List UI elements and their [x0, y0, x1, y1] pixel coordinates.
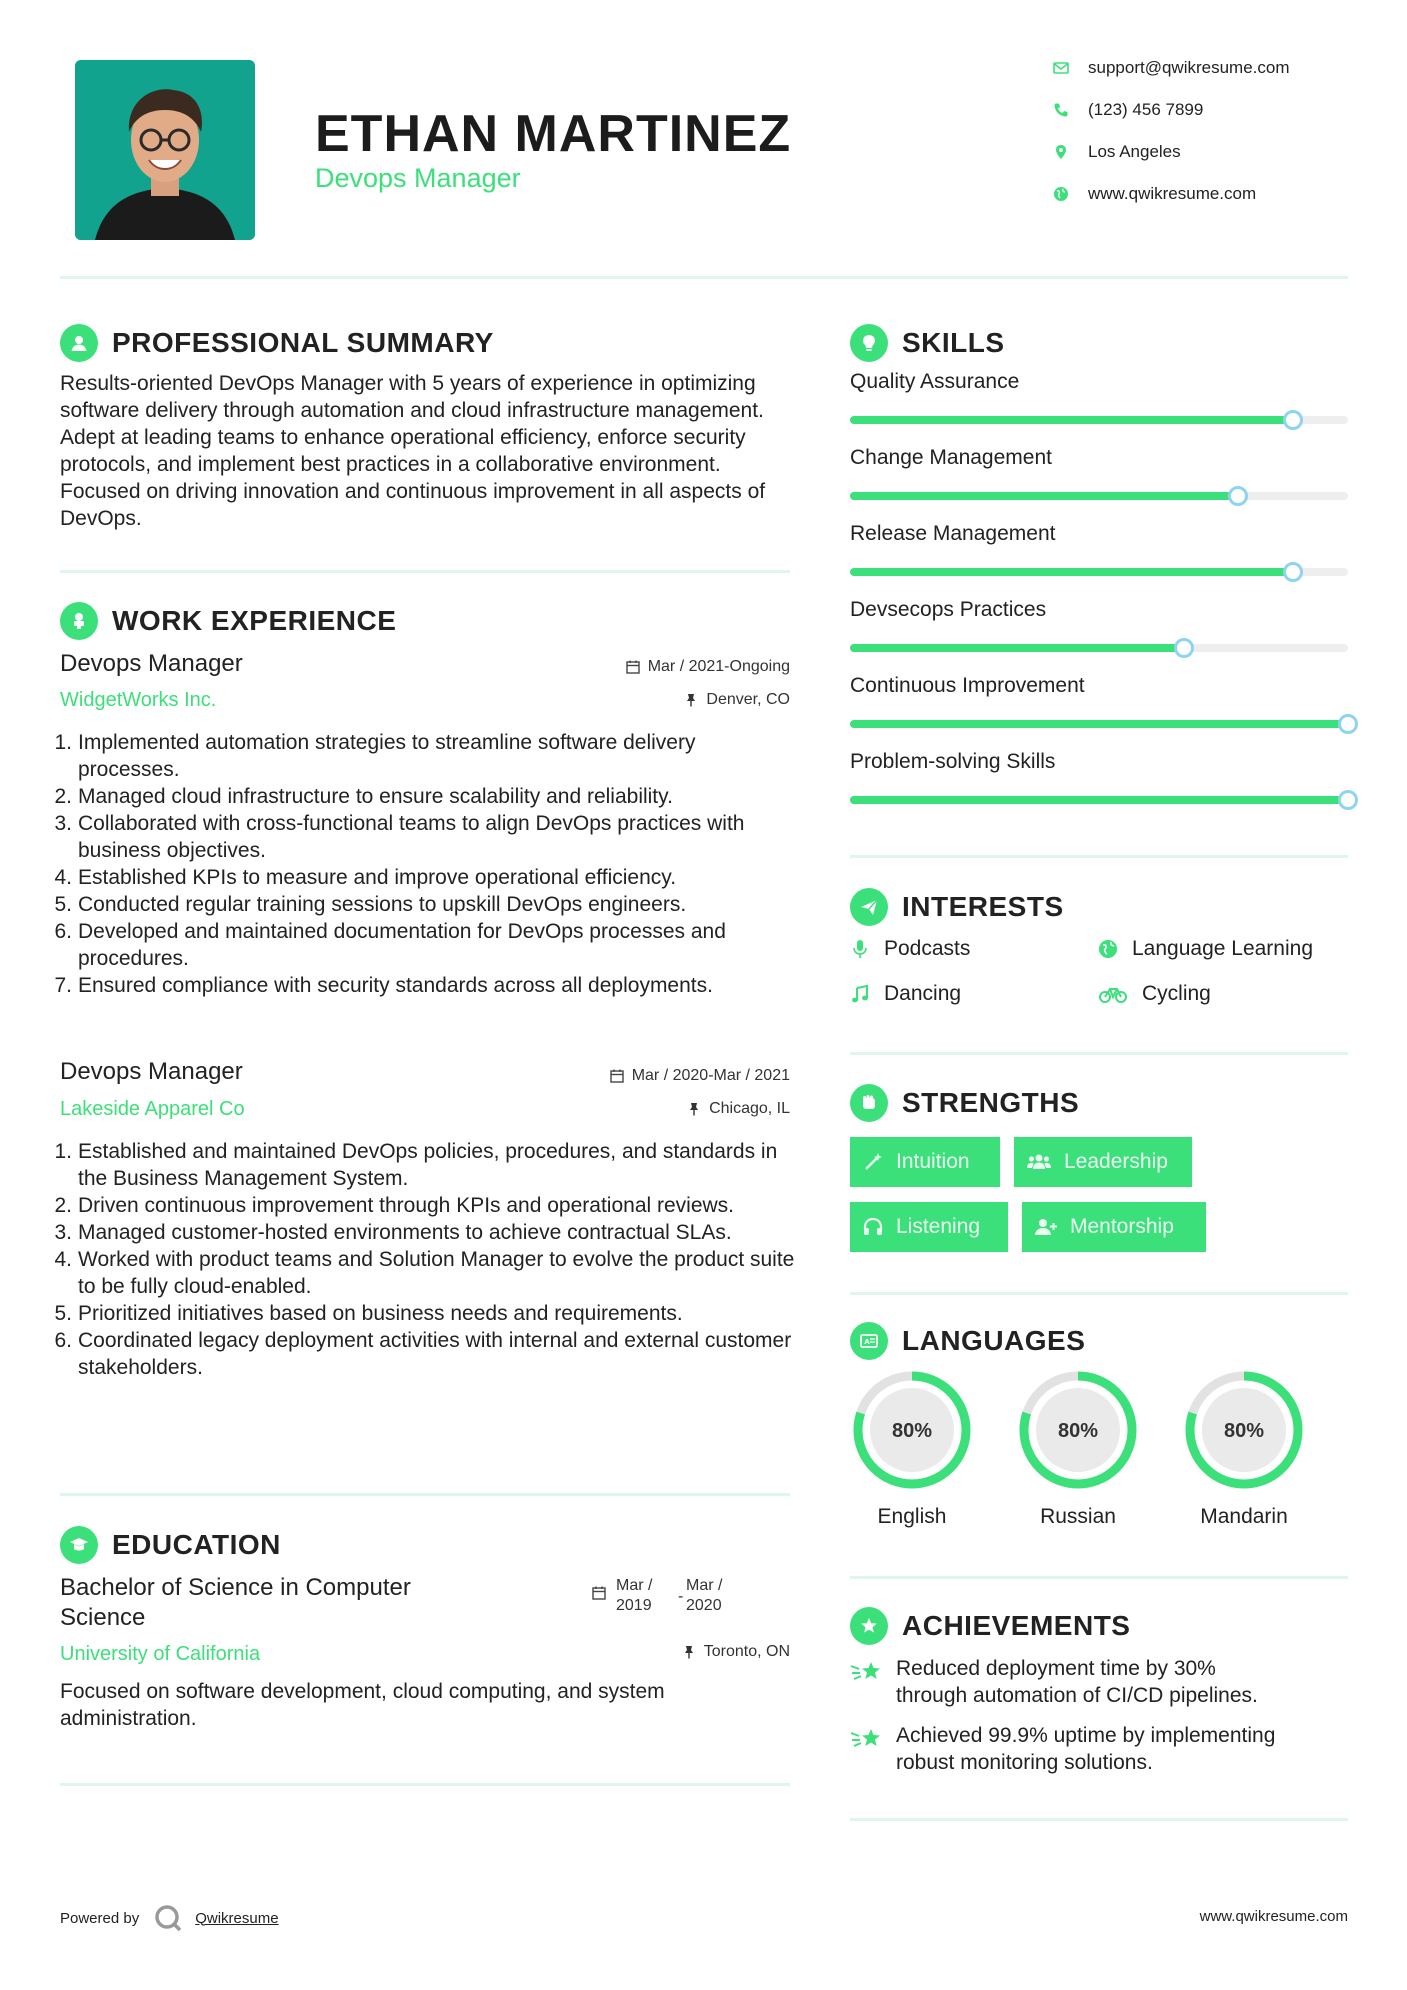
profile-photo [75, 60, 255, 240]
candidate-name: ETHAN MARTINEZ [315, 105, 792, 163]
education-end-year: 2020 [686, 1597, 722, 1614]
job-1-dates [540, 658, 790, 676]
summary-text: Results-oriented DevOps Manager with 5 years of experience in optimizing software delivery through automation and cloud infrastructure management. Adept at leading teams to enhance operational efficiency, enforce security protocols, and implement best practices in a collaborative environment. Focused on driving innovation and continuous improvement in all aspects of DevOps. [60, 372, 766, 530]
skill-slider-handle[interactable] [1283, 410, 1303, 430]
skill-bar-fill [850, 720, 1348, 728]
fist-icon [850, 1084, 888, 1122]
phone-icon [1050, 99, 1072, 121]
skill-bar [850, 416, 1348, 424]
globe-icon [1050, 183, 1072, 205]
interest-label: Podcasts [884, 937, 971, 960]
languages-divider [850, 1576, 1348, 1579]
job-1-location-text: Denver, CO [706, 691, 790, 708]
interest-language-learning [1098, 937, 1313, 961]
strength-tag-intuition [850, 1137, 1000, 1187]
skill-name: Continuous Improvement [850, 674, 1085, 697]
education-school: University of California [60, 1643, 261, 1665]
skill-item [850, 598, 1348, 622]
job-2-bullets [54, 1138, 799, 1381]
list-item: 5. Prioritized initiatives based on business needs and requirements. [54, 1302, 683, 1325]
skill-name: Problem-solving Skills [850, 750, 1056, 773]
calendar-icon [592, 1586, 606, 1600]
skill-bar [850, 644, 1348, 652]
skill-bar [850, 796, 1348, 804]
interests-heading [850, 888, 1064, 926]
powered-by-label: Powered by [60, 1909, 140, 1927]
list-item: 4. Established KPIs to measure and improve operational efficiency. [54, 866, 677, 889]
education-date-dash: - [678, 1588, 684, 1605]
education-dates [592, 1576, 792, 1616]
strength-label: Leadership [1064, 1150, 1168, 1173]
achievement-line: Reduced deployment time by 30% [896, 1657, 1216, 1680]
language-name: English [877, 1505, 947, 1528]
interests-divider [850, 1052, 1348, 1055]
education-degree-line-2: Science [60, 1604, 146, 1631]
strength-label: Mentorship [1070, 1215, 1174, 1238]
language-item [1016, 1368, 1140, 1529]
skill-bar [850, 568, 1348, 576]
language-ring [1016, 1368, 1140, 1492]
contact-email-text: support@qwikresume.com [1088, 58, 1290, 77]
header-divider [60, 276, 1348, 279]
skill-name: Quality Assurance [850, 370, 1020, 393]
languages-list [850, 1368, 1310, 1538]
skill-slider-handle[interactable] [1338, 714, 1358, 734]
job-2-location [540, 1100, 790, 1118]
envelope-icon [1050, 57, 1072, 79]
skill-bar-fill [850, 492, 1238, 500]
graduation-cap-icon [60, 1526, 98, 1564]
achievement-line: Achieved 99.9% uptime by implementing [896, 1724, 1276, 1747]
skill-item [850, 674, 1348, 698]
list-item: 6. Developed and maintained documentation for DevOps processes and procedures. [54, 920, 726, 970]
pushpin-icon [687, 1102, 701, 1116]
skill-bar-fill [850, 644, 1184, 652]
skill-slider-handle[interactable] [1174, 638, 1194, 658]
list-item: 1. Implemented automation strategies to streamline software delivery processes. [54, 731, 696, 781]
strength-tag-listening [850, 1202, 1008, 1252]
skill-slider-handle[interactable] [1228, 486, 1248, 506]
interest-label: Language Learning [1132, 937, 1314, 960]
qwikresume-logo-icon [153, 1903, 183, 1933]
skills-heading-text: SKILLS [902, 327, 1005, 358]
paper-plane-icon [850, 888, 888, 926]
skills-list [850, 370, 1348, 820]
language-ring [1182, 1368, 1306, 1492]
achievements-divider [850, 1818, 1348, 1821]
strength-tag-mentorship [1022, 1202, 1206, 1252]
music-note-icon [850, 984, 870, 1004]
language-name: Mandarin [1200, 1505, 1288, 1528]
skills-divider [850, 855, 1348, 858]
list-item: 7. Ensured compliance with security standards across all deployments. [54, 974, 713, 997]
list-item: 5. Conducted regular training sessions to upskill DevOps engineers. [54, 893, 687, 916]
work-divider [60, 1493, 790, 1496]
contact-phone-text: (123) 456 7899 [1088, 100, 1204, 119]
education-heading [60, 1526, 281, 1564]
interest-label: Dancing [884, 982, 962, 1005]
interests-heading-text: INTERESTS [902, 891, 1064, 922]
language-percent: 80% [1057, 1420, 1099, 1442]
microphone-icon [850, 939, 870, 959]
job-2-company: Lakeside Apparel Co [60, 1098, 245, 1120]
skill-bar [850, 720, 1348, 728]
qwikresume-link[interactable]: Qwikresume [195, 1909, 279, 1927]
education-end-month: Mar / [686, 1577, 723, 1594]
list-item: 4. Worked with product teams and Solution Manager to evolve the product suite to be fully cloud-enabled. [54, 1248, 795, 1298]
skill-name: Release Management [850, 522, 1056, 545]
language-item [1182, 1368, 1306, 1529]
education-start-year: 2019 [616, 1597, 652, 1614]
skill-slider-handle[interactable] [1283, 562, 1303, 582]
skill-item [850, 522, 1348, 546]
skill-name: Devsecops Practices [850, 598, 1047, 621]
skill-name: Change Management [850, 446, 1052, 469]
skill-item [850, 750, 1348, 774]
languages-heading [850, 1322, 1085, 1360]
achievement-item [850, 1655, 1348, 1709]
footer-url[interactable]: www.qwikresume.com [1199, 1908, 1348, 1925]
lightbulb-icon [850, 324, 888, 362]
briefcase-icon [60, 602, 98, 640]
calendar-icon [626, 660, 640, 674]
job-1-bullets [54, 729, 799, 999]
list-item: 2. Managed cloud infrastructure to ensure scalability and reliability. [54, 785, 673, 808]
interest-dancing [850, 982, 961, 1006]
globe-icon [1098, 939, 1118, 959]
user-icon [60, 324, 98, 362]
achievement-line: robust monitoring solutions. [896, 1751, 1153, 1774]
job-2-dates-text: Mar / 2020-Mar / 2021 [631, 1067, 790, 1084]
language-percent: 80% [891, 1420, 933, 1442]
list-item: 6. Coordinated legacy deployment activities with internal and external customer stakeholders. [54, 1329, 792, 1379]
job-2-location-text: Chicago, IL [709, 1100, 790, 1117]
contact-location [1050, 141, 1181, 163]
language-percent: 80% [1223, 1420, 1265, 1442]
star-badge-icon [850, 1607, 888, 1645]
magic-wand-icon [862, 1151, 884, 1173]
shooting-star-icon [850, 1724, 884, 1754]
contact-website[interactable] [1050, 183, 1256, 205]
skill-bar-fill [850, 568, 1293, 576]
achievement-line: through automation of CI/CD pipelines. [896, 1684, 1258, 1707]
skill-item [850, 446, 1348, 470]
education-location [540, 1643, 790, 1661]
contact-email[interactable] [1050, 57, 1290, 79]
shooting-star-icon [850, 1657, 884, 1687]
education-description: Focused on software development, cloud computing, and system administration. [60, 1680, 665, 1730]
language-item [850, 1368, 974, 1529]
education-degree [60, 1573, 500, 1633]
education-divider [60, 1783, 790, 1786]
list-item: 3. Collaborated with cross-functional teams to align DevOps practices with business objectives. [54, 812, 745, 862]
strengths-divider [850, 1292, 1348, 1295]
svg-text:A: A [864, 1338, 870, 1346]
strengths-heading [850, 1084, 1079, 1122]
job-1-dates-text: Mar / 2021-Ongoing [647, 658, 790, 675]
list-item: 2. Driven continuous improvement through KPIs and operational reviews. [54, 1194, 735, 1217]
summary-heading-text: PROFESSIONAL SUMMARY [112, 327, 494, 358]
list-item: 3. Managed customer-hosted environments to achieve contractual SLAs. [54, 1221, 732, 1244]
summary-heading [60, 324, 494, 362]
language-name: Russian [1040, 1505, 1116, 1528]
work-heading [60, 602, 396, 640]
pushpin-icon [684, 693, 698, 707]
languages-heading-text: LANGUAGES [902, 1325, 1086, 1356]
user-plus-icon [1034, 1216, 1058, 1238]
skill-slider-handle[interactable] [1338, 790, 1358, 810]
education-degree-line-1: Bachelor of Science in Computer [60, 1574, 411, 1601]
job-1-title: Devops Manager [60, 650, 243, 677]
candidate-title: Devops Manager [315, 163, 521, 193]
language-ring [850, 1368, 974, 1492]
work-heading-text: WORK EXPERIENCE [112, 605, 397, 636]
bicycle-icon [1098, 984, 1128, 1004]
strengths-heading-text: STRENGTHS [902, 1087, 1080, 1118]
education-start-month: Mar / [616, 1577, 653, 1594]
pushpin-icon [682, 1645, 696, 1659]
skill-bar-fill [850, 796, 1348, 804]
language-card-icon [850, 1322, 888, 1360]
contact-location-text: Los Angeles [1088, 142, 1181, 161]
job-1-company: WidgetWorks Inc. [60, 689, 217, 711]
interest-label: Cycling [1142, 982, 1211, 1005]
education-location-text: Toronto, ON [703, 1643, 790, 1660]
footer-powered-by [60, 1903, 279, 1933]
interest-podcasts [850, 937, 970, 961]
skill-item [850, 370, 1348, 394]
list-item: 1. Established and maintained DevOps policies, procedures, and standards in the Business Management System. [54, 1140, 778, 1190]
strength-tag-leadership [1014, 1137, 1192, 1187]
achievements-heading-text: ACHIEVEMENTS [902, 1610, 1131, 1641]
job-2-dates [540, 1067, 790, 1085]
map-pin-icon [1050, 141, 1072, 163]
strength-label: Listening [896, 1215, 981, 1238]
skill-bar [850, 492, 1348, 500]
strength-label: Intuition [896, 1150, 970, 1173]
job-2-title: Devops Manager [60, 1058, 243, 1085]
users-icon [1026, 1151, 1052, 1173]
job-1-location [540, 691, 790, 709]
skill-bar-fill [850, 416, 1293, 424]
contact-phone[interactable] [1050, 99, 1203, 121]
skills-heading [850, 324, 1005, 362]
contact-website-text: www.qwikresume.com [1088, 184, 1257, 203]
summary-divider [60, 570, 790, 573]
calendar-icon [610, 1069, 624, 1083]
education-heading-text: EDUCATION [112, 1529, 281, 1560]
achievements-heading [850, 1607, 1130, 1645]
interest-cycling [1098, 982, 1211, 1006]
achievement-item [850, 1722, 1348, 1776]
headphones-icon [862, 1216, 884, 1238]
